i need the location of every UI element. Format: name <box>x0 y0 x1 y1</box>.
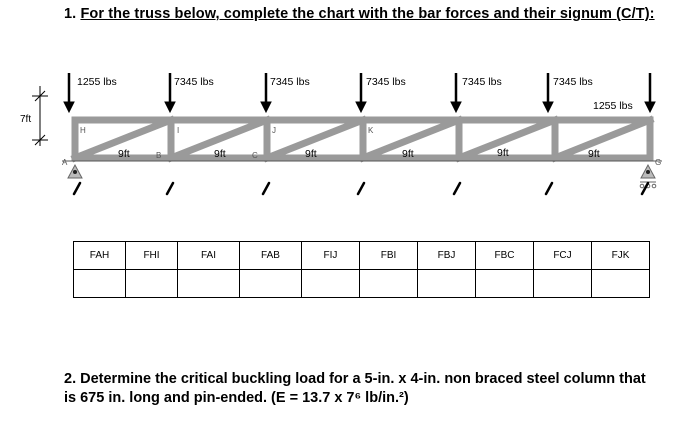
section-marks <box>74 183 648 194</box>
chart-answer-fab[interactable] <box>240 270 302 298</box>
load-label-7: 1255 lbs <box>593 100 633 112</box>
chart-answer-fai[interactable] <box>178 270 240 298</box>
node-label-h: H <box>80 126 86 135</box>
node-label-c: C <box>252 151 258 160</box>
height-label: 7ft <box>20 114 32 125</box>
question-2-line-1 <box>64 370 694 389</box>
load-arrow-6 <box>543 73 553 112</box>
chart-answer-fcj[interactable] <box>534 270 592 298</box>
chart-answer-fah[interactable] <box>74 270 126 298</box>
node-label-i: I <box>177 126 180 135</box>
question-1-number: 1. <box>64 6 77 22</box>
chart-header-fij: FIJ <box>302 242 360 270</box>
chart-header-fcj: FCJ <box>534 242 592 270</box>
node-label-b: B <box>156 151 162 160</box>
chart-header-fhi: FHI <box>126 242 178 270</box>
pin-support <box>68 165 82 178</box>
chart-answer-fbi[interactable] <box>360 270 418 298</box>
question-2 <box>64 370 694 408</box>
load-label-5: 7345 lbs <box>462 76 502 88</box>
span-label-6: 9ft <box>588 148 600 160</box>
load-label-6: 7345 lbs <box>553 76 593 88</box>
node-label-k: K <box>368 126 374 135</box>
chart-header-fah: FAH <box>74 242 126 270</box>
chart-header-fab: FAB <box>240 242 302 270</box>
load-label-4: 7345 lbs <box>366 76 406 88</box>
chart-header-fbj: FBJ <box>418 242 476 270</box>
bar-force-chart <box>73 241 650 298</box>
load-arrow-1 <box>64 73 74 112</box>
span-label-1: 9ft <box>118 148 130 160</box>
load-label-1: 1255 lbs <box>77 76 117 88</box>
question-2-number: 2. <box>64 371 77 387</box>
span-label-4: 9ft <box>402 148 414 160</box>
chart-header-fbc: FBC <box>476 242 534 270</box>
chart-answer-fbj[interactable] <box>418 270 476 298</box>
chart-header-row <box>74 242 650 270</box>
chart-answer-fbc[interactable] <box>476 270 534 298</box>
diagonal-member <box>555 120 650 158</box>
question-2-text-line-1: Determine the critical buckling load for a 5-in. x 4-in. non braced steel column that <box>80 371 646 387</box>
span-label-2: 9ft <box>214 148 226 160</box>
node-label-g: G <box>655 158 662 167</box>
load-arrow-4 <box>356 73 366 112</box>
chart-header-fjk: FJK <box>592 242 650 270</box>
height-dimension <box>32 86 48 146</box>
chart-header-fbi: FBI <box>360 242 418 270</box>
question-2-text-line-2: is 675 in. long and pin-ended. (E = 13.7 x 7⁶ lb/in.²) <box>64 390 409 406</box>
question-1-text: For the truss below, complete the chart with the bar forces and their signum (C/T): <box>80 6 655 22</box>
load-arrow-7 <box>645 73 655 112</box>
load-arrow-5 <box>451 73 461 112</box>
chart-answer-fij[interactable] <box>302 270 360 298</box>
load-label-2: 7345 lbs <box>174 76 214 88</box>
span-label-5: 9ft <box>497 147 509 159</box>
load-label-3: 7345 lbs <box>270 76 310 88</box>
chart-answer-fjk[interactable] <box>592 270 650 298</box>
chart-answer-fhi[interactable] <box>126 270 178 298</box>
node-label-j: J <box>272 126 276 135</box>
chart-header-fai: FAI <box>178 242 240 270</box>
span-label-3: 9ft <box>305 148 317 160</box>
node-label-a: A <box>62 158 68 167</box>
chart-answer-row <box>74 270 650 298</box>
